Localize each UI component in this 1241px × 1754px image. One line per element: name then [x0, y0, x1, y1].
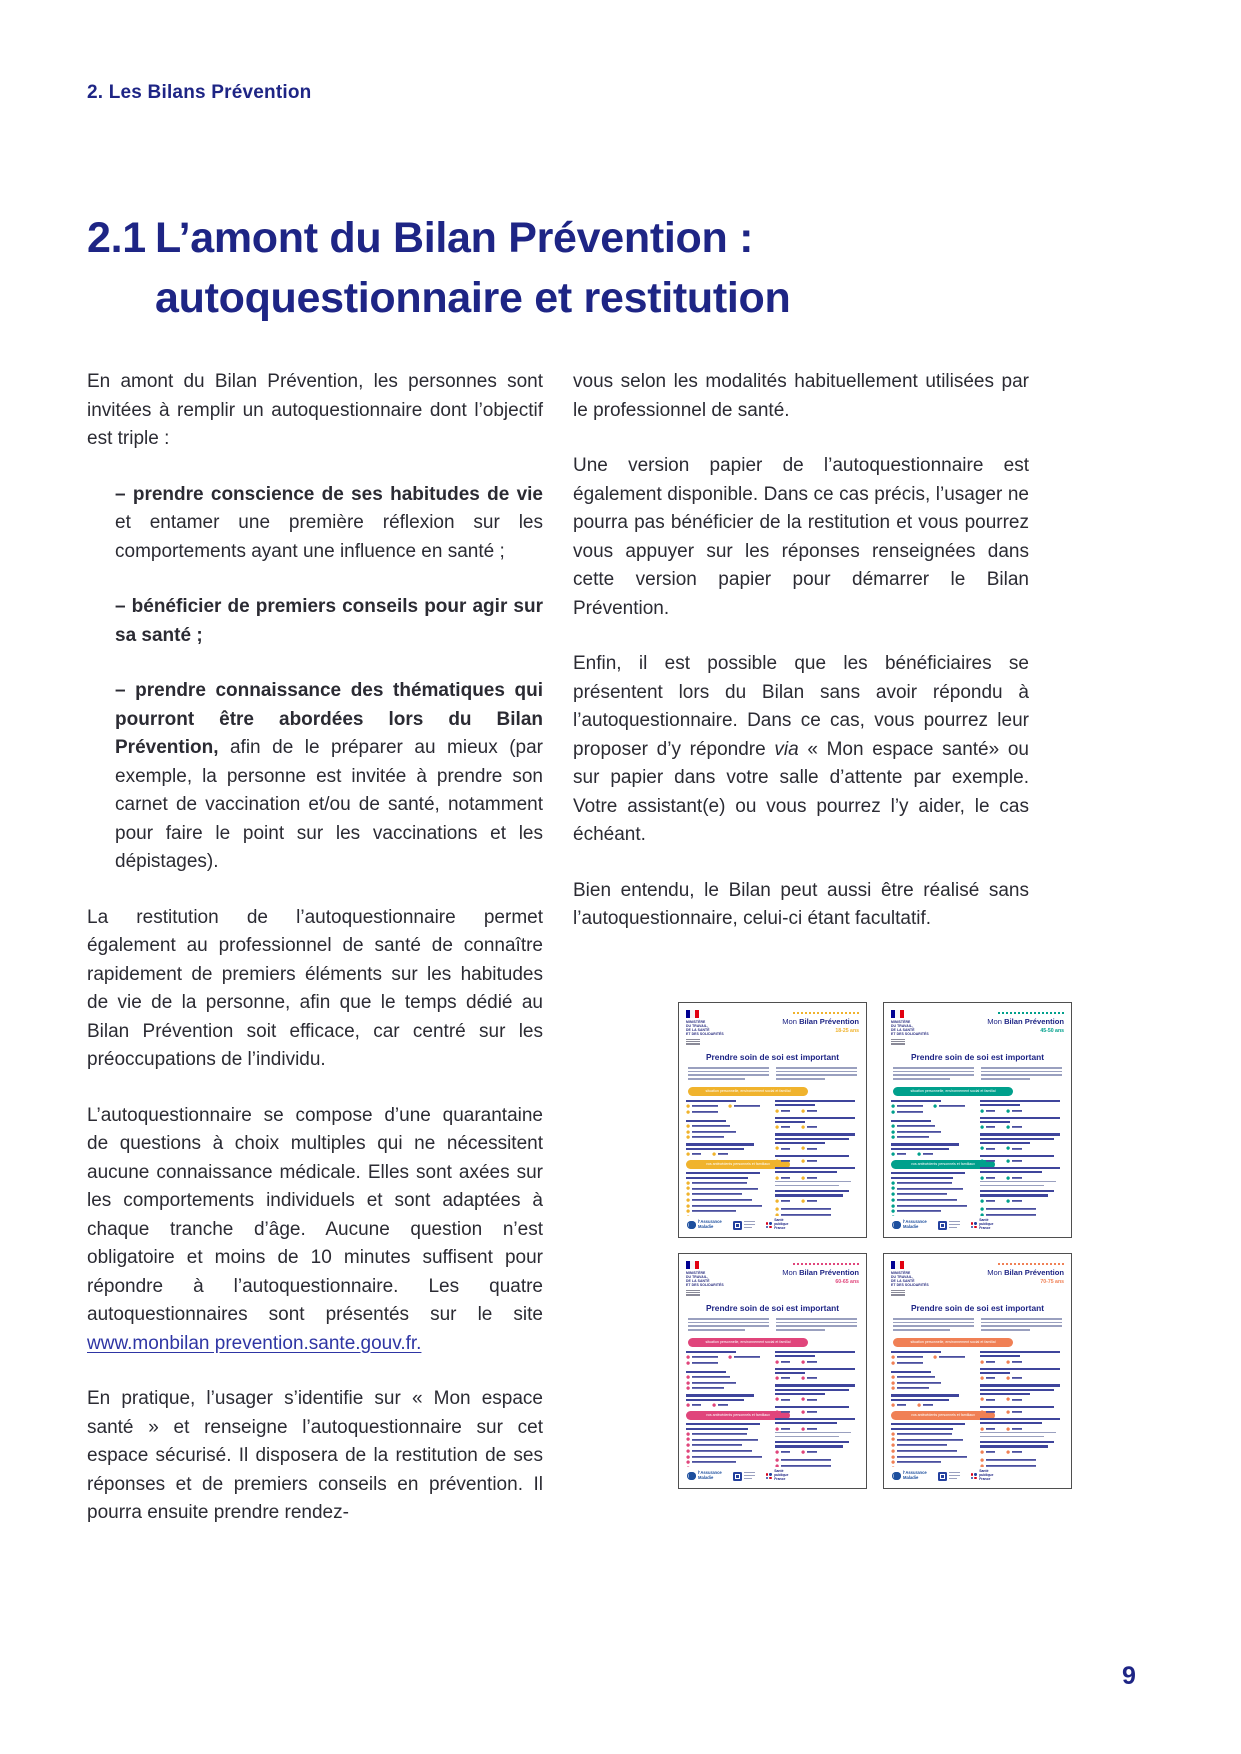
- thumbnail-footer: [892, 1219, 1063, 1231]
- ministry-logo: MINISTÈRE DU TRAVAIL, DE LA SANTÉ ET DES SOLIDARITÉS: [891, 1010, 953, 1046]
- section1-pill: situation personnelle, environnement social et familial: [893, 1087, 1013, 1096]
- assurance-maladie-logo: l’Assurance Maladie: [892, 1220, 927, 1229]
- paragraph: La restitution de l’autoquestionnaire permet également au professionnel de santé de connaître rapidement de premiers éléments sur les habitudes de vie de la personne, afin que le temps dédié au Bilan Prévention soit efficace, car centré sur les préoccupations de l’individu.: [87, 906, 543, 1070]
- thumbnail-footer: [892, 1470, 1063, 1482]
- thumbnail-header: [686, 1010, 859, 1046]
- text-column-right: [573, 368, 1029, 961]
- breadcrumb: 2. Les Bilans Prévention: [87, 82, 312, 103]
- paragraph: L’autoquestionnaire se compose d’une quarantaine de questions à choix multiples qui ne nécessitent aucune connaissance médicale. Elles sont axées sur les comportements individuels et sont adaptées à chaque tranche d’âge. Aucune question n’est obligatoire et moins de 10 minutes suffisent pour répondre à l’autoquestionnaire. Les quatre autoquestionnaires sont présentés sur le site www.monbilan prevention.sante.gouv.fr.: [87, 1104, 543, 1354]
- questionnaire-grid: [678, 1002, 1072, 1489]
- section-number: 2.1: [87, 214, 146, 262]
- french-flag-icon: [891, 1261, 904, 1269]
- section-title-line1: L’amont du Bilan Prévention :: [155, 214, 754, 262]
- partner-logo: [733, 1221, 755, 1230]
- questions-column-right: [775, 1351, 857, 1467]
- paragraph: vous selon les modalités habituellement utilisées par le professionnel de santé.: [573, 371, 1029, 421]
- section-title-line2: autoquestionnaire et restitution: [155, 274, 791, 322]
- monbilanprevention-link[interactable]: www.monbilan prevention.sante.gouv.fr.: [87, 1332, 422, 1354]
- questions-column-left: [891, 1351, 973, 1467]
- assurance-maladie-logo: l’Assurance Maladie: [687, 1471, 722, 1480]
- sante-publique-france-logo: Santé publique France: [971, 1219, 994, 1231]
- page-number: 9: [1122, 1662, 1136, 1690]
- ministry-motto-placeholder: [891, 1039, 953, 1045]
- assurance-maladie-logo: l’Assurance Maladie: [892, 1471, 927, 1480]
- sante-publique-dots-icon: [971, 1222, 977, 1228]
- intro-text-placeholder: [891, 1318, 1064, 1333]
- dotted-rule: [793, 1263, 859, 1265]
- sante-publique-dots-icon: [766, 1222, 772, 1228]
- questions-placeholder: [891, 1351, 1064, 1467]
- partner-logo: [938, 1221, 960, 1230]
- sante-publique-dots-icon: [766, 1473, 772, 1479]
- french-flag-icon: [686, 1010, 699, 1018]
- questionnaire-title: Prendre soin de soi est important: [705, 1302, 840, 1313]
- french-flag-icon: [686, 1261, 699, 1269]
- section2-pill: vos antécédents personnels et familiaux: [686, 1160, 790, 1169]
- partner-logo-icon: [733, 1221, 742, 1230]
- section2-pill: vos antécédents personnels et familiaux: [891, 1160, 995, 1169]
- questions-column-right: [980, 1100, 1062, 1216]
- section1-pill: situation personnelle, environnement social et familial: [688, 1087, 808, 1096]
- ministry-motto-placeholder: [891, 1290, 953, 1296]
- brand-block: [755, 1010, 859, 1046]
- dotted-rule: [998, 1263, 1064, 1265]
- age-range-badge: 70-75 ans: [1040, 1278, 1064, 1285]
- partner-logo: [938, 1472, 960, 1481]
- assurance-maladie-icon: [687, 1472, 696, 1481]
- brand-block: [960, 1010, 1064, 1046]
- sante-publique-france-logo: Santé publique France: [766, 1219, 789, 1231]
- questionnaire-title: Prendre soin de soi est important: [910, 1051, 1045, 1062]
- partner-logo: [733, 1472, 755, 1481]
- questions-placeholder: [686, 1351, 859, 1467]
- questions-column-right: [775, 1100, 857, 1216]
- sante-publique-france-logo: Santé publique France: [971, 1470, 994, 1482]
- thumbnail-header: [891, 1010, 1064, 1046]
- questionnaire-title: Prendre soin de soi est important: [705, 1051, 840, 1062]
- sante-publique-dots-icon: [971, 1473, 977, 1479]
- ministry-motto-placeholder: [686, 1039, 748, 1045]
- questions-column-left: [686, 1351, 768, 1467]
- age-range-badge: 18-25 ans: [835, 1027, 859, 1034]
- intro-text-placeholder: [686, 1318, 859, 1333]
- french-flag-icon: [891, 1010, 904, 1018]
- dotted-rule: [793, 1012, 859, 1014]
- brand-name: Mon Bilan Prévention: [782, 1017, 859, 1026]
- thumbnail-footer: [687, 1470, 858, 1482]
- partner-logo-icon: [938, 1472, 947, 1481]
- page-title: [87, 208, 790, 328]
- questionnaire-title: Prendre soin de soi est important: [910, 1302, 1045, 1313]
- intro-text-placeholder: [686, 1067, 859, 1082]
- brand-name: Mon Bilan Prévention: [987, 1017, 1064, 1026]
- text-column-left: [87, 368, 543, 1555]
- brand-block: [755, 1261, 859, 1297]
- paragraph: En amont du Bilan Prévention, les personnes sont invitées à remplir un autoquestionnaire dont l’objectif est triple :: [87, 371, 543, 449]
- brand-name: Mon Bilan Prévention: [987, 1268, 1064, 1277]
- paragraph: En pratique, l’usager s’identifie sur « Mon espace santé » et renseigne l’autoquestionnaire sur cet espace sécurisé. Il disposera de la restitution de ses réponses et de premiers conseils en prévention. Il pourra ensuite prendre rendez-: [87, 1388, 543, 1523]
- ministry-logo: MINISTÈRE DU TRAVAIL, DE LA SANTÉ ET DES SOLIDARITÉS: [686, 1010, 748, 1046]
- thumbnail-footer: [687, 1219, 858, 1231]
- questionnaire-thumbnail: [883, 1253, 1072, 1489]
- thumbnail-header: [686, 1261, 859, 1297]
- section1-pill: situation personnelle, environnement social et familial: [893, 1338, 1013, 1347]
- ministry-logo: MINISTÈRE DU TRAVAIL, DE LA SANTÉ ET DES SOLIDARITÉS: [891, 1261, 953, 1297]
- questions-column-right: [980, 1351, 1062, 1467]
- paragraph: Une version papier de l’autoquestionnaire est également disponible. Dans ce cas précis, l’usager ne pourra pas bénéficier de la restitution et vous pourrez vous appuyer sur les réponses renseignées dans cette version papier pour démarrer le Bilan Prévention.: [573, 455, 1029, 619]
- questionnaire-thumbnail: [678, 1002, 867, 1238]
- partner-logo-icon: [733, 1472, 742, 1481]
- questions-column-left: [686, 1100, 768, 1216]
- brand-name: Mon Bilan Prévention: [782, 1268, 859, 1277]
- paragraph: Bien entendu, le Bilan peut aussi être réalisé sans l’autoquestionnaire, celui-ci étant facultatif.: [573, 879, 1029, 929]
- assurance-maladie-logo: l’Assurance Maladie: [687, 1220, 722, 1229]
- questions-placeholder: [686, 1100, 859, 1216]
- bullet-item: – bénéficier de premiers conseils pour agir sur sa santé ;: [115, 596, 543, 646]
- intro-text-placeholder: [891, 1067, 1064, 1082]
- section-title-lines: [155, 208, 790, 328]
- questionnaire-thumbnail: [678, 1253, 867, 1489]
- questions-column-left: [891, 1100, 973, 1216]
- questions-placeholder: [891, 1100, 1064, 1216]
- assurance-maladie-icon: [892, 1221, 901, 1230]
- bullet-item: – prendre conscience de ses habitudes de vie et entamer une première réflexion sur les comportements ayant une influence en santé ;: [115, 483, 543, 562]
- questionnaire-thumbnail: [883, 1002, 1072, 1238]
- thumbnail-header: [891, 1261, 1064, 1297]
- ministry-logo: MINISTÈRE DU TRAVAIL, DE LA SANTÉ ET DES SOLIDARITÉS: [686, 1261, 748, 1297]
- paragraph: Enfin, il est possible que les bénéficiaires se présentent lors du Bilan sans avoir répondu à l’autoquestionnaire. Dans ce cas, vous pourrez leur proposer d’y répondre via « Mon espace santé» ou sur papier dans votre salle d’attente par exemple. Votre assistant(e) ou vous pourrez l’y aider, le cas échéant.: [573, 653, 1029, 845]
- age-range-badge: 60-65 ans: [835, 1278, 859, 1285]
- dotted-rule: [998, 1012, 1064, 1014]
- section1-pill: situation personnelle, environnement social et familial: [688, 1338, 808, 1347]
- section2-pill: vos antécédents personnels et familiaux: [686, 1411, 790, 1420]
- bullet-item: – prendre connaissance des thématiques qui pourront être abordées lors du Bilan Prévention, afin de le préparer au mieux (par exemple, la personne est invitée à prendre son carnet de vaccination et/ou de santé, notamment pour faire le point sur les vaccinations et les dépistages).: [115, 680, 543, 872]
- brand-block: [960, 1261, 1064, 1297]
- sante-publique-france-logo: Santé publique France: [766, 1470, 789, 1482]
- assurance-maladie-icon: [687, 1221, 696, 1230]
- partner-logo-icon: [938, 1221, 947, 1230]
- section2-pill: vos antécédents personnels et familiaux: [891, 1411, 995, 1420]
- ministry-motto-placeholder: [686, 1290, 748, 1296]
- age-range-badge: 45-50 ans: [1040, 1027, 1064, 1034]
- assurance-maladie-icon: [892, 1472, 901, 1481]
